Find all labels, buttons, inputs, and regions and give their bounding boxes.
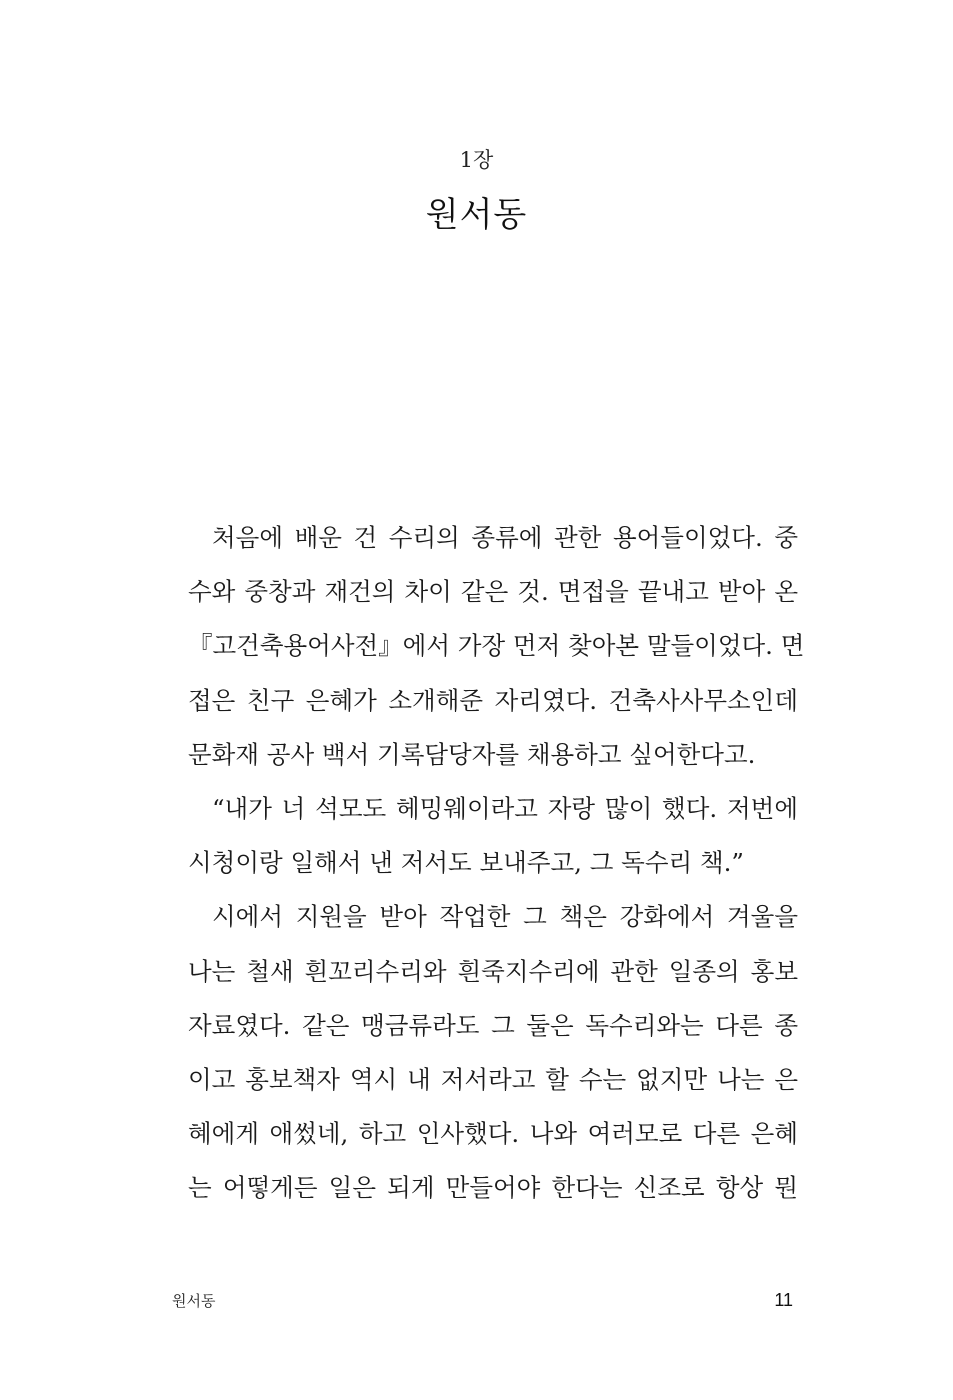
paragraph-line: 자료였다. 같은 맹금류라도 그 둘은 독수리와는 다른 종 <box>188 1010 798 1040</box>
dialogue-line: “내가 너 석모도 헤밍웨이라고 자랑 많이 했다. 저번에 <box>212 793 798 823</box>
paragraph-line: 『고건축용어사전』에서 가장 먼저 찾아본 말들이었다. 면 <box>188 631 805 661</box>
paragraph-line: 접은 친구 은혜가 소개해준 자리였다. 건축사사무소인데 <box>188 685 798 715</box>
paragraph-line: 수와 중창과 재건의 차이 같은 것. 면접을 끝내고 받아 온 <box>188 577 798 607</box>
chapter-number: 1장 <box>459 148 494 172</box>
running-title: 원서동 <box>172 1292 216 1310</box>
paragraph-line: 는 어떻게든 일은 되게 만들어야 한다는 신조로 항상 뭔 <box>188 1173 798 1203</box>
page-number: 11 <box>774 1290 793 1310</box>
paragraph-line: 나는 철새 흰꼬리수리와 흰죽지수리에 관한 일종의 홍보 <box>188 956 798 986</box>
body-text <box>188 518 805 1222</box>
paragraph-line: 시에서 지원을 받아 작업한 그 책은 강화에서 겨울을 <box>212 902 798 932</box>
chapter-title: 원서동 <box>425 195 528 235</box>
paragraph-line: 문화재 공사 백서 기록담당자를 채용하고 싶어한다고. <box>188 739 756 769</box>
dialogue-line: 시청이랑 일해서 낸 저서도 보내주고, 그 독수리 책.” <box>188 848 744 878</box>
paragraph-line: 이고 홍보책자 역시 내 저서라고 할 수는 없지만 나는 은 <box>188 1064 798 1094</box>
paragraph-line: 혜에게 애썼네, 하고 인사했다. 나와 여러모로 다른 은혜 <box>188 1119 798 1149</box>
paragraph-line: 처음에 배운 건 수리의 종류에 관한 용어들이었다. 중 <box>212 523 798 552</box>
